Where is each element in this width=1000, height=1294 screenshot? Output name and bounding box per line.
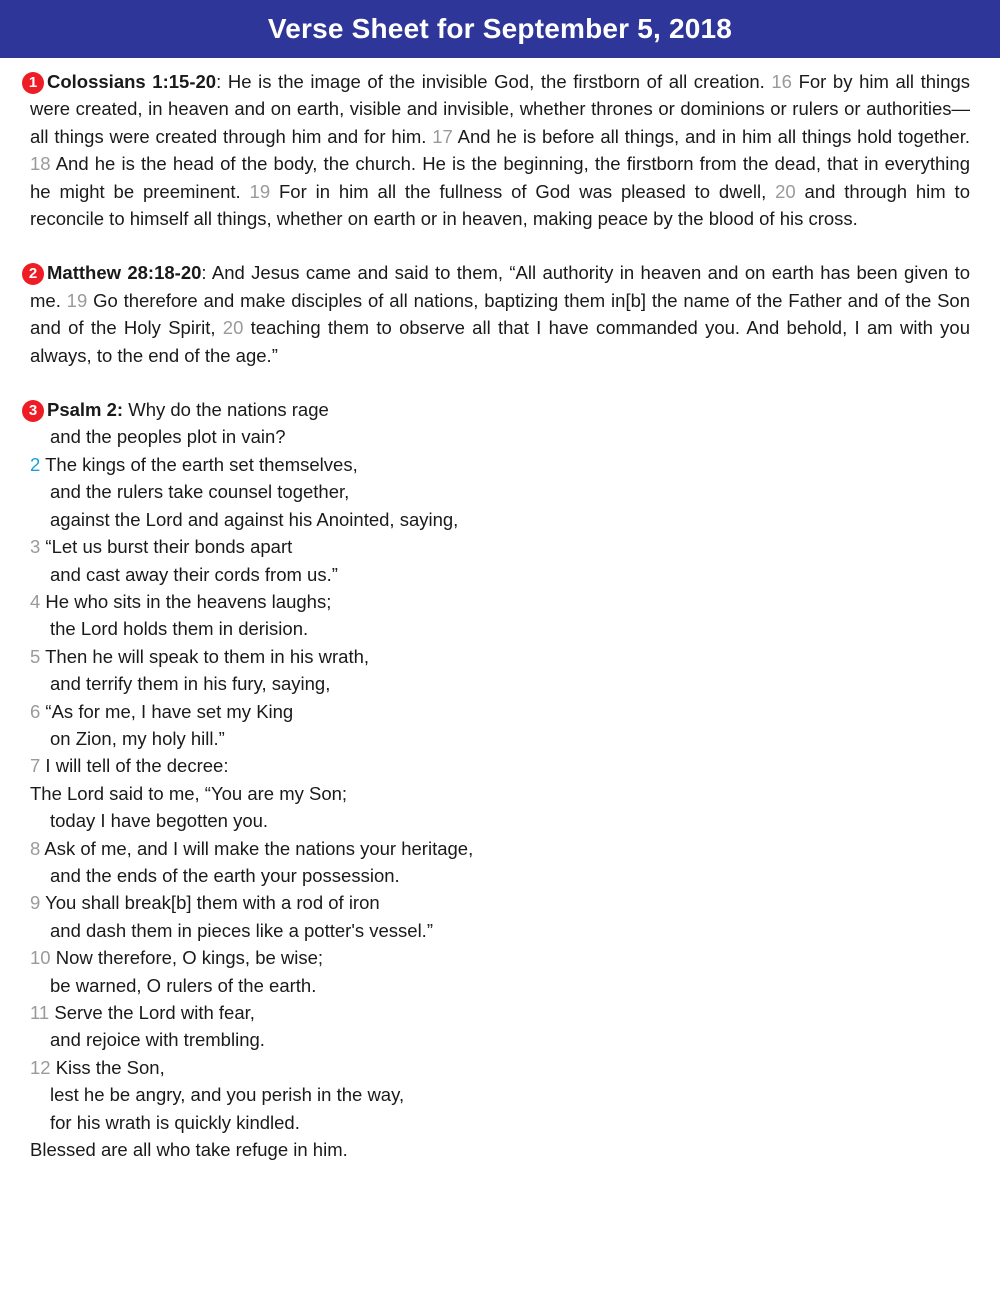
verse-text: for his wrath is quickly kindled.	[50, 1111, 300, 1133]
psalm-line	[30, 1081, 970, 1108]
psalm-line	[30, 917, 970, 944]
verse-text: and terrify them in his fury, saying,	[50, 673, 331, 695]
verse-number: 9	[30, 892, 41, 914]
verse-text: and through him to reconcile to himself all things, whether on earth or in heaven, making peace by the blood of his cross.	[30, 180, 970, 230]
psalm-line	[30, 1109, 970, 1136]
passage-reference: Matthew 28:18-20	[47, 262, 202, 284]
reference-colon: :	[216, 71, 222, 92]
page-header	[0, 0, 1000, 58]
psalm-line	[30, 615, 970, 642]
verse-text: “As for me, I have set my King	[40, 700, 294, 722]
psalm-line	[30, 862, 970, 889]
verse-text: And Jesus came and said to them, “All authority in heaven and on earth has been given to me.	[30, 262, 970, 311]
passage-number-badge: 1	[22, 72, 44, 94]
psalm-line	[30, 533, 970, 560]
psalm-line	[30, 588, 970, 615]
verse-number: 2	[30, 453, 41, 475]
verse-text: And he is the head of the body, the church. He is the beginning, the firstborn from the dead, that in everything he might be preeminent.	[30, 153, 970, 202]
verse-text: Why do the nations rage	[123, 399, 329, 421]
psalm-line	[30, 643, 970, 670]
verse-text: He is the image of the invisible God, the firstborn of all creation.	[221, 71, 772, 92]
verse-text: and rejoice with trembling.	[50, 1029, 265, 1051]
verse-number: 20	[222, 317, 244, 339]
verse-text: The kings of the earth set themselves,	[40, 453, 358, 475]
verse-text: Serve the Lord with fear,	[49, 1002, 255, 1023]
psalm-line	[30, 807, 970, 834]
verse-number: 19	[249, 180, 271, 202]
verse-text: and the rulers take counsel together,	[50, 481, 350, 503]
reference-colon: :	[201, 262, 207, 284]
verse-text: He who sits in the heavens laughs;	[40, 590, 332, 612]
psalm-line	[30, 780, 970, 807]
verse-text: lest he be angry, and you perish in the way,	[50, 1084, 405, 1106]
verse-number: 12	[30, 1056, 51, 1078]
psalm-line	[30, 451, 970, 478]
psalm-line	[30, 478, 970, 505]
verse-number: 17	[432, 125, 453, 147]
psalm-passage	[30, 396, 970, 1163]
psalm-line	[30, 561, 970, 588]
verse-number: 19	[66, 289, 88, 311]
verse-number: 6	[30, 700, 41, 722]
verse-number: 3	[30, 536, 41, 558]
verse-text: Then he will speak to them in his wrath,	[40, 645, 370, 667]
verse-text: For by him all things were created, in heaven and on earth, visible and invisible, whether thrones or dominions or rulers or authorities—all things were created through him and for him.	[30, 71, 970, 147]
verse-text: Kiss the Son,	[50, 1056, 165, 1078]
psalm-line	[30, 506, 970, 533]
verse-text: The Lord said to me, “You are my Son;	[30, 782, 348, 804]
verse-text: the Lord holds them in derision.	[50, 618, 309, 640]
verse-text: You shall break[b] them with a rod of iron	[40, 892, 380, 914]
verse-text: and cast away their cords from us.”	[50, 563, 338, 585]
verse-number: 7	[30, 755, 41, 777]
psalm-line	[30, 835, 970, 862]
verse-text: on Zion, my holy hill.”	[50, 727, 225, 749]
verse-number: 20	[775, 180, 796, 202]
psalm-line	[30, 999, 970, 1026]
psalm-line	[30, 972, 970, 999]
passage-number-badge: 2	[22, 263, 44, 285]
verse-text: Go therefore and make disciples of all nations, baptizing them in[b] the name of the Father and of the Son and of the Holy Spirit,	[30, 289, 970, 339]
verse-text: And he is before all things, and in him all things hold together.	[452, 125, 970, 147]
psalm-line	[30, 396, 970, 423]
verse-text: today I have begotten you.	[50, 810, 269, 832]
verse-text: Ask of me, and I will make the nations your heritage,	[40, 837, 474, 859]
verse-text: and the peoples plot in vain?	[50, 426, 286, 448]
verse-text: teaching them to observe all that I have commanded you. And behold, I am with you always, to the end of the age.”	[30, 317, 970, 366]
verse-number: 18	[30, 153, 51, 175]
psalm-line	[30, 1054, 970, 1081]
psalm-line	[30, 423, 970, 450]
passage-list	[30, 68, 970, 369]
verse-text: and dash them in pieces like a potter's vessel.”	[50, 919, 433, 941]
psalm-line	[30, 670, 970, 697]
passage-reference: Colossians 1:15-20	[47, 71, 217, 92]
verse-text: against the Lord and against his Anointed, saying,	[50, 508, 459, 530]
verse-text: Now therefore, O kings, be wise;	[50, 947, 324, 969]
passage-1	[30, 68, 970, 232]
verse-number: 8	[30, 837, 41, 859]
verse-number: 4	[30, 590, 41, 612]
verse-text: and the ends of the earth your possession.	[50, 864, 400, 886]
passage-reference: Psalm 2:	[47, 399, 124, 421]
passage-number-badge: 3	[22, 400, 44, 422]
verse-text: I will tell of the decree:	[40, 755, 229, 777]
psalm-line	[30, 889, 970, 916]
verse-number: 5	[30, 645, 41, 667]
psalm-line	[30, 725, 970, 752]
psalm-line	[30, 944, 970, 971]
passage-2	[30, 259, 970, 369]
verse-text: For in him all the fullness of God was pleased to dwell,	[270, 180, 776, 202]
verse-number: 16	[771, 71, 792, 92]
verse-content	[0, 58, 1000, 1163]
psalm-line	[30, 698, 970, 725]
verse-text: Blessed are all who take refuge in him.	[30, 1139, 348, 1161]
psalm-line	[30, 752, 970, 779]
page-title: Verse Sheet for September 5, 2018	[267, 13, 733, 44]
verse-text: “Let us burst their bonds apart	[40, 536, 293, 558]
psalm-line	[30, 1136, 970, 1163]
verse-number: 10	[30, 947, 51, 969]
verse-text: be warned, O rulers of the earth.	[50, 974, 317, 996]
verse-number: 11	[30, 1002, 50, 1023]
psalm-line	[30, 1026, 970, 1053]
